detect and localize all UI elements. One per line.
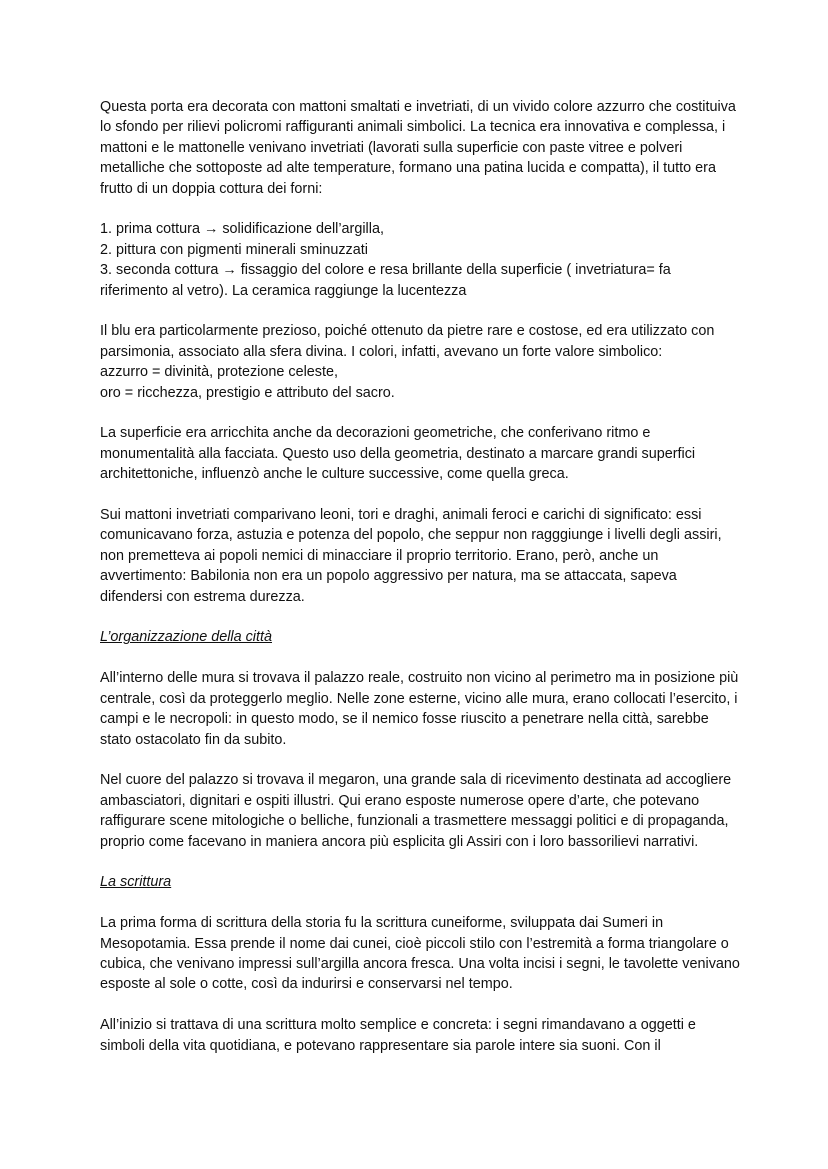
paragraph-early-writing: All’inizio si trattava di una scrittura molto semplice e concreta: i segni rimandavano a oggetti e simboli della vita quotidiana, e potevano rappresentare sia parole intere sia suoni. Con il — [100, 1017, 696, 1054]
document-body — [100, 97, 740, 1076]
list-item: 3. seconda cottura → fissaggio del colore e resa brillante della superficie ( invetriatura= fa riferimento al vetro). La ceramica raggiunge la lucentezza — [100, 262, 671, 299]
paragraph-cuneiform: La prima forma di scrittura della storia fu la scrittura cuneiforme, sviluppata dai Sumeri in Mesopotamia. Essa prende il nome dai cunei, cioè piccoli stilo con l’estremità a forma triangolare o cubica, che venivano impressi sull’argilla ancora fresca. Una volta incisi i segni, le tavolette venivano esposte al sole o cotte, così da indurirsi e conservarsi nel tempo. — [100, 915, 740, 993]
paragraph-geometry: La superficie era arricchita anche da decorazioni geometriche, che conferivano ritmo e monumentalità alla facciata. Questo uso della geometria, destinato a marcare grandi superfici architettoniche, influenzò anche le culture successive, come quella greca. — [100, 425, 696, 483]
paragraph-colors: Il blu era particolarmente prezioso, poiché ottenuto da pietre rare e costose, ed era utilizzato con parsimonia, associato alla sfera divina. I colori, infatti, avevano un forte valore simbolico: azzurro = divinità, protezione celeste, oro = ricchezza, prestigio e attributo del sacro. — [100, 323, 715, 401]
section-heading-city: L’organizzazione della città — [100, 629, 272, 646]
paragraph-animals: Sui mattoni invetriati comparivano leoni, tori e draghi, animali feroci e carichi di significato: essi comunicavano forza, astuzia e potenza del popolo, che seppur non ragggiunge i livelli degli assiri, non premetteva ai popoli nemici di minacciare il proprio territorio. Erano, però, anche un avvertimento: Babilonia non era un popolo aggressivo per natura, ma se attaccata, sapeva difendersi con estrema durezza. — [100, 507, 722, 605]
list-item: 1. prima cottura → solidificazione dell’argilla, — [100, 221, 384, 238]
list-item: 2. pittura con pigmenti minerali sminuzzati — [100, 241, 368, 258]
paragraph-megaron: Nel cuore del palazzo si trovava il megaron, una grande sala di ricevimento destinata ad accogliere ambasciatori, dignitari e ospiti illustri. Qui erano esposte numerose opere d’arte, che potevano raffigurare scene mitologiche o belliche, funzionali a trasmettere messaggi politici e di propaganda, proprio come facevano in maniera ancora più esplicita gli Assiri con i loro bassorilievi narrativi. — [100, 772, 732, 850]
paragraph-palace: All’interno delle mura si trovava il palazzo reale, costruito non vicino al perimetro ma in posizione più centrale, così da proteggerlo meglio. Nelle zone esterne, vicino alle mura, erano collocati l’esercito, i campi e le necropoli: in questo modo, se il nemico fosse riuscito a penetrare nella città, sarebbe stato ostacolato fin da subito. — [100, 670, 739, 748]
paragraph-glazed-bricks: Questa porta era decorata con mattoni smaltati e invetriati, di un vivido colore azzurro che costituiva lo sfondo per rilievi policromi raffiguranti animali simbolici. La tecnica era innovativa e complessa, i mattoni e le mattonelle venivano invetriati (lavorati sulla superficie con paste vitree e polveri metalliche che sottoposte ad alte temperature, formano una patina lucida e compatta), il tutto era frutto di un doppia cottura dei forni: — [100, 99, 736, 197]
section-heading-writing: La scrittura — [100, 874, 172, 891]
firing-steps-list — [100, 219, 740, 301]
